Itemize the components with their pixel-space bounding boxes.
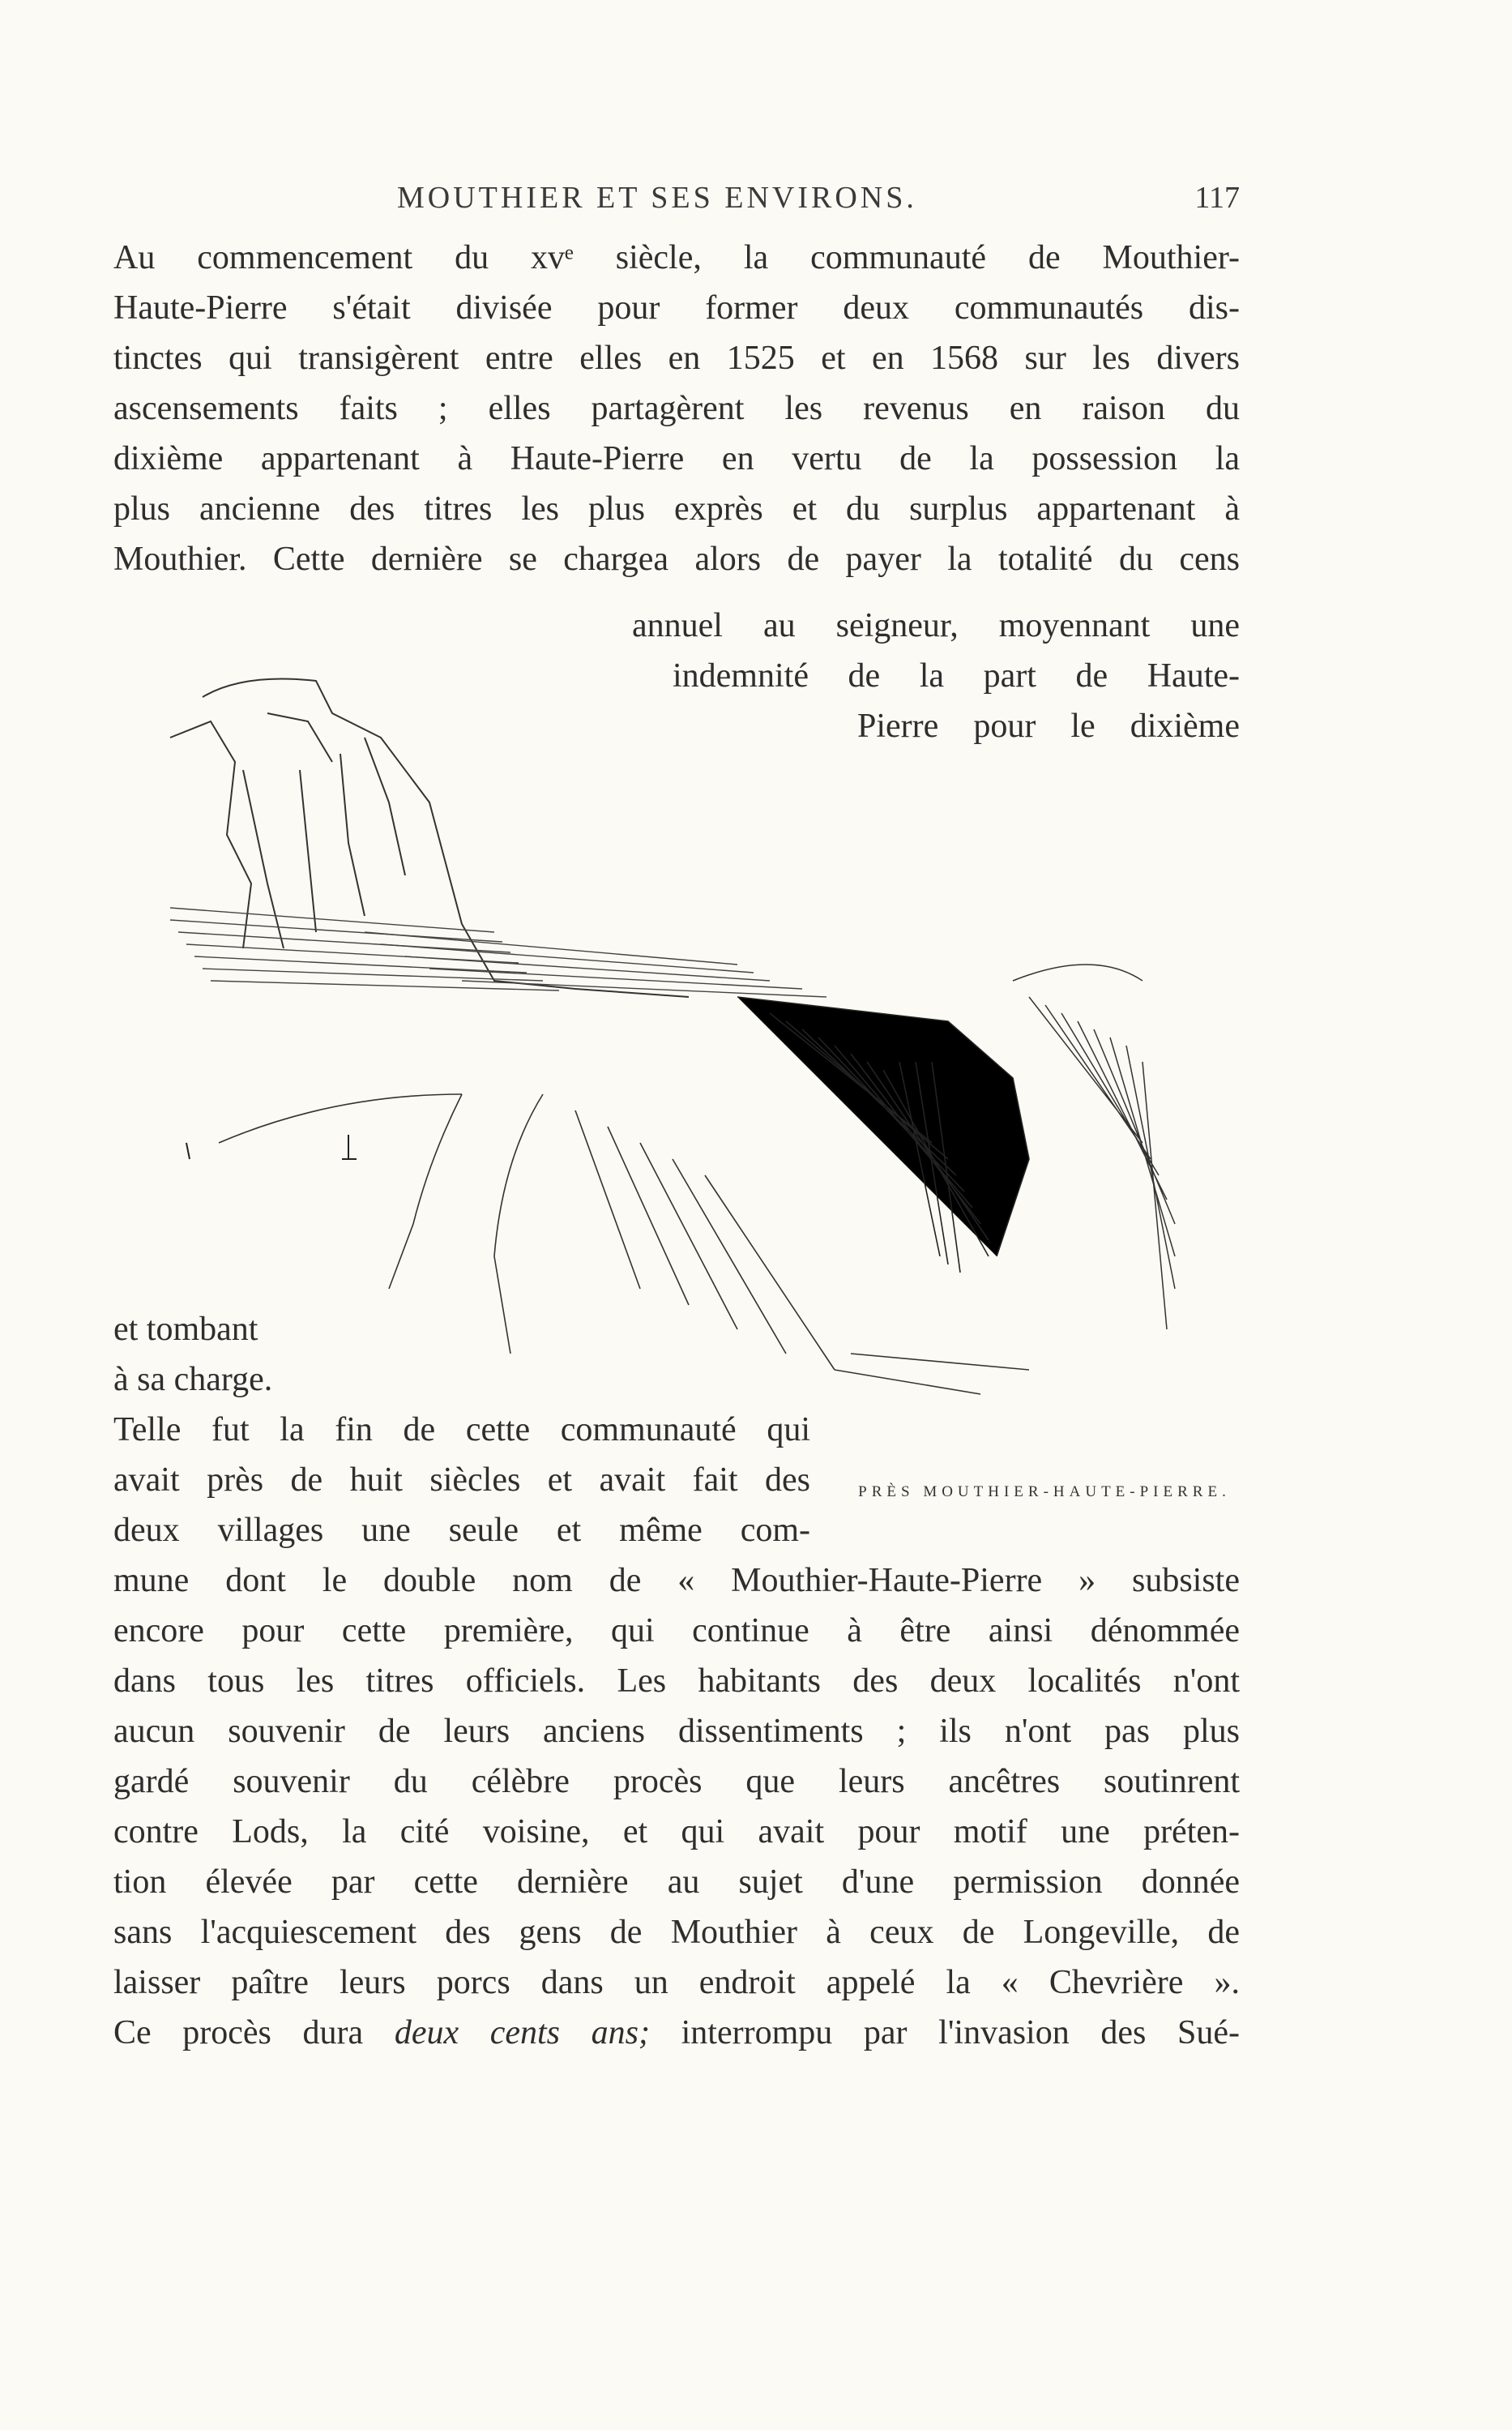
body-line: ascensements faits ; elles partagèrent les revenus en raison du [113,390,1240,427]
body-line: aucun souvenir de leurs anciens dissentiments ; ils n'ont pas plus [113,1713,1240,1750]
body-line: et tombant [113,1311,258,1348]
body-line: tinctes qui transigèrent entre elles en 1525 et en 1568 sur les divers [113,340,1240,377]
running-title: MOUTHIER ET SES ENVIRONS. [397,181,917,215]
illustration-caption: PRÈS MOUTHIER-HAUTE-PIERRE. [858,1483,1231,1500]
right-hill [1013,965,1175,1329]
cliff-drawing [170,679,689,998]
plateau-hatching [170,908,826,997]
body-line: avait près de huit siècles et avait fait des [113,1461,810,1499]
body-line: sans l'acquiescement des gens de Mouthier à ceux de Longeville, de [113,1914,1240,1951]
body-line: encore pour cette première, qui continue à être ainsi dénommée [113,1612,1240,1649]
body-line: indemnité de la part de Haute- [673,657,1240,695]
body-line: tion élevée par cette dernière au sujet d'une permission donnée [113,1863,1240,1901]
body-line: Mouthier. Cette dernière se chargea alors de payer la totalité du cens [113,541,1240,578]
body-line: deux villages une seule et même com- [113,1512,810,1549]
landscape-illustration [122,640,1240,1475]
figures [186,1135,357,1159]
body-line: dans tous les titres officiels. Les habitants des deux localités n'ont [113,1662,1240,1700]
body-line: Haute-Pierre s'était divisée pour former deux communautés dis- [113,289,1240,327]
body-line: laisser paître leurs porcs dans un endroit appelé la « Chevrière ». [113,1964,1240,2001]
page-header [113,180,1240,220]
body-line: plus ancienne des titres les plus exprès et du surplus appartenant à [113,490,1240,528]
body-line: gardé souvenir du célèbre procès que leurs ancêtres soutinrent [113,1763,1240,1800]
body-line-last [113,2009,1240,2057]
text-segment: Ce procès dura [113,2014,395,2051]
body-line: dixième appartenant à Haute-Pierre en vertu de la possession la [113,440,1240,477]
body-line: contre Lods, la cité voisine, et qui avait pour motif une préten- [113,1813,1240,1850]
body-line: mune dont le double nom de « Mouthier-Haute-Pierre » subsiste [113,1562,1240,1599]
body-line: Telle fut la fin de cette communauté qui [113,1411,810,1448]
body-line: Pierre pour le dixième [857,708,1240,745]
text-segment: interrompu par l'invasion des Sué- [650,2014,1240,2051]
gorge-shading [737,997,1029,1273]
italic-text: deux cents ans; [394,2014,650,2051]
body-line: annuel au seigneur, moyennant une [632,607,1240,644]
body-line: Au commencement du xvᵉ siècle, la communauté de Mouthier- [113,239,1240,276]
body-line: à sa charge. [113,1361,273,1398]
page-number: 117 [1194,181,1240,215]
